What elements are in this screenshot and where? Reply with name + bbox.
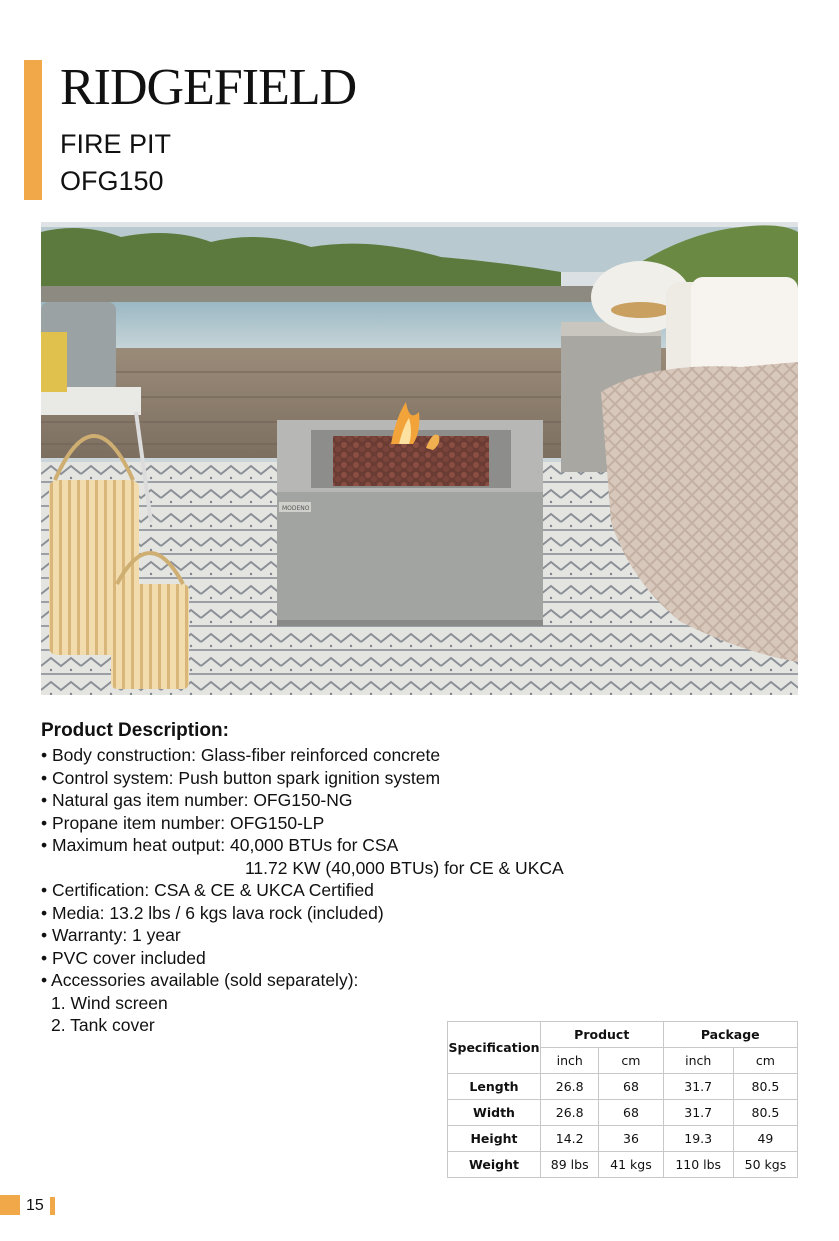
- table-cell: 14.2: [541, 1126, 599, 1152]
- list-item: • Media: 13.2 lbs / 6 kgs lava rock (included): [41, 902, 384, 923]
- page-number-tick: [50, 1197, 55, 1215]
- row-label: Weight: [448, 1152, 541, 1178]
- unit-header: cm: [733, 1048, 797, 1074]
- table-cell: 80.5: [733, 1074, 797, 1100]
- list-item: 11.72 KW (40,000 BTUs) for CE & UKCA: [245, 857, 564, 878]
- table-cell: 26.8: [541, 1074, 599, 1100]
- table-row: [448, 1126, 798, 1152]
- table-cell: 31.7: [663, 1100, 733, 1126]
- model-number: OFG150: [60, 166, 164, 196]
- description-list: [41, 744, 564, 1037]
- group-header-product: Product: [541, 1022, 664, 1048]
- table-cell: 19.3: [663, 1126, 733, 1152]
- description-heading: Product Description:: [41, 720, 229, 741]
- table-cell: 80.5: [733, 1100, 797, 1126]
- row-label: Height: [448, 1126, 541, 1152]
- row-label: Length: [448, 1074, 541, 1100]
- spec-table: [447, 1021, 798, 1178]
- list-item: • Natural gas item number: OFG150-NG: [41, 790, 353, 810]
- row-label: Width: [448, 1100, 541, 1126]
- group-header-package: Package: [663, 1022, 798, 1048]
- unit-header: cm: [599, 1048, 663, 1074]
- unit-header: inch: [663, 1048, 733, 1074]
- list-item: • Propane item number: OFG150-LP: [41, 812, 325, 833]
- table-cell: 41 kgs: [599, 1152, 663, 1178]
- list-item: • Maximum heat output: 40,000 BTUs for CSA: [41, 835, 399, 855]
- table-cell: 68: [599, 1100, 663, 1126]
- page-number-marker: [0, 1195, 20, 1215]
- table-row: [448, 1074, 798, 1100]
- brand-plate-text: MODENO: [282, 505, 310, 512]
- accent-bar: [24, 60, 42, 200]
- list-item: • Body construction: Glass-fiber reinforced concrete: [41, 745, 441, 765]
- list-item: • PVC cover included: [41, 947, 206, 968]
- table-cell: 50 kgs: [733, 1152, 797, 1178]
- spec-corner-header: Specification: [448, 1022, 541, 1074]
- list-item: • Warranty: 1 year: [41, 925, 181, 945]
- list-item: • Control system: Push button spark ignition system: [41, 767, 441, 788]
- table-cell: 36: [599, 1126, 663, 1152]
- list-item: 1. Wind screen: [51, 992, 168, 1013]
- table-cell: 110 lbs: [663, 1152, 733, 1178]
- fire-pit-photo: [41, 222, 798, 695]
- product-type: FIRE PIT: [60, 129, 172, 159]
- list-item: • Accessories available (sold separately):: [41, 970, 359, 990]
- page-title: RIDGEFIELD: [60, 59, 357, 116]
- table-cell: 26.8: [541, 1100, 599, 1126]
- page-number: 15: [26, 1197, 44, 1214]
- unit-header: inch: [541, 1048, 599, 1074]
- table-row: [448, 1152, 798, 1178]
- table-cell: 49: [733, 1126, 797, 1152]
- list-item: 2. Tank cover: [51, 1015, 155, 1035]
- list-item: • Certification: CSA & CE & UKCA Certified: [41, 880, 374, 900]
- table-cell: 68: [599, 1074, 663, 1100]
- table-row: [448, 1100, 798, 1126]
- table-cell: 31.7: [663, 1074, 733, 1100]
- table-cell: 89 lbs: [541, 1152, 599, 1178]
